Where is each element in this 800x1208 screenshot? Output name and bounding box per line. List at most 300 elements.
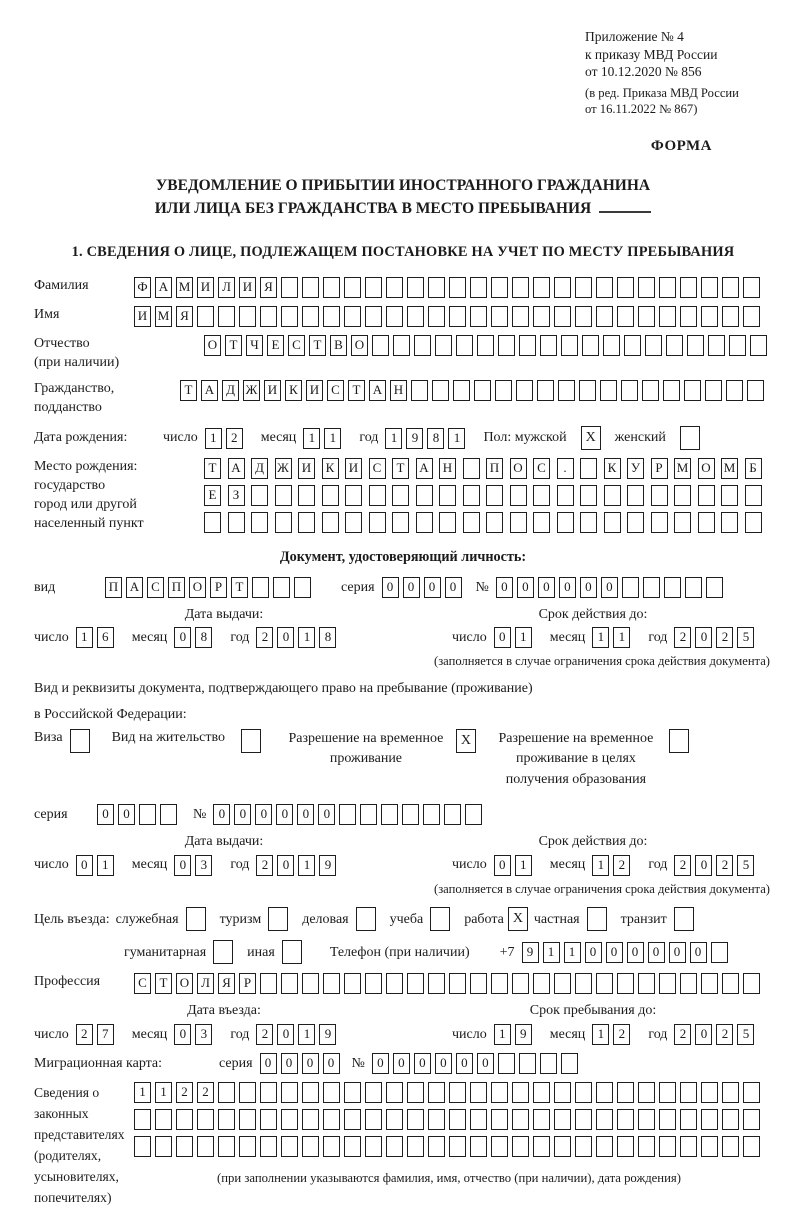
char-cell[interactable] (596, 973, 613, 994)
char-cell[interactable] (498, 1053, 515, 1074)
char-cell[interactable]: С (288, 335, 305, 356)
char-cell[interactable] (160, 804, 177, 825)
char-cell[interactable] (386, 277, 403, 298)
char-cell[interactable] (252, 577, 269, 598)
char-cell[interactable]: П (168, 577, 185, 598)
char-cell[interactable]: С (134, 973, 151, 994)
char-cell[interactable] (645, 335, 662, 356)
char-cell[interactable] (743, 1136, 760, 1157)
char-cell[interactable]: 0 (302, 1053, 319, 1074)
char-cell[interactable] (176, 1109, 193, 1130)
char-cell[interactable] (392, 512, 409, 533)
char-cell[interactable]: Я (260, 277, 277, 298)
char-cell[interactable]: 1 (303, 428, 320, 449)
char-cell[interactable]: М (176, 277, 193, 298)
char-cell[interactable] (491, 1109, 508, 1130)
char-cell[interactable] (239, 306, 256, 327)
char-cell[interactable] (414, 335, 431, 356)
char-cell[interactable] (680, 277, 697, 298)
char-cell[interactable] (197, 1136, 214, 1157)
char-cell[interactable]: 0 (627, 942, 644, 963)
char-cell[interactable] (722, 1082, 739, 1103)
char-cell[interactable] (533, 1082, 550, 1103)
char-cell[interactable] (463, 512, 480, 533)
char-cell[interactable] (575, 277, 592, 298)
char-cell[interactable] (498, 335, 515, 356)
char-cell[interactable]: 1 (298, 627, 315, 648)
char-cell[interactable] (470, 1109, 487, 1130)
char-cell[interactable]: 1 (592, 855, 609, 876)
char-cell[interactable]: Ж (275, 458, 292, 479)
char-cell[interactable]: 3 (195, 855, 212, 876)
char-cell[interactable] (470, 1136, 487, 1157)
char-cell[interactable]: О (351, 335, 368, 356)
char-cell[interactable]: К (322, 458, 339, 479)
char-cell[interactable] (281, 277, 298, 298)
char-cell[interactable] (197, 306, 214, 327)
char-cell[interactable] (204, 512, 221, 533)
char-cell[interactable]: Е (267, 335, 284, 356)
char-cell[interactable]: 1 (543, 942, 560, 963)
char-cell[interactable]: С (327, 380, 344, 401)
char-cell[interactable] (486, 485, 503, 506)
char-cell[interactable] (701, 1109, 718, 1130)
char-cell[interactable]: 9 (515, 1024, 532, 1045)
char-cell[interactable]: 0 (496, 577, 513, 598)
char-cell[interactable] (369, 512, 386, 533)
char-cell[interactable]: 0 (559, 577, 576, 598)
char-cell[interactable] (218, 1136, 235, 1157)
char-cell[interactable] (512, 973, 529, 994)
char-cell[interactable]: 0 (606, 942, 623, 963)
char-cell[interactable] (659, 973, 676, 994)
temp-residence-checkbox[interactable]: X (456, 729, 476, 753)
char-cell[interactable] (722, 306, 739, 327)
char-cell[interactable] (218, 1082, 235, 1103)
char-cell[interactable] (369, 485, 386, 506)
char-cell[interactable] (251, 512, 268, 533)
char-cell[interactable] (722, 1136, 739, 1157)
char-cell[interactable]: К (285, 380, 302, 401)
char-cell[interactable] (470, 306, 487, 327)
char-cell[interactable]: 0 (277, 855, 294, 876)
char-cell[interactable]: Т (180, 380, 197, 401)
char-cell[interactable] (604, 485, 621, 506)
char-cell[interactable] (512, 277, 529, 298)
char-cell[interactable] (674, 485, 691, 506)
char-cell[interactable] (533, 973, 550, 994)
char-cell[interactable] (260, 1136, 277, 1157)
char-cell[interactable]: 0 (281, 1053, 298, 1074)
char-cell[interactable]: А (126, 577, 143, 598)
char-cell[interactable] (323, 1136, 340, 1157)
char-cell[interactable]: П (486, 458, 503, 479)
char-cell[interactable]: 0 (601, 577, 618, 598)
char-cell[interactable] (344, 1082, 361, 1103)
char-cell[interactable] (575, 1082, 592, 1103)
char-cell[interactable]: Т (155, 973, 172, 994)
char-cell[interactable]: 1 (515, 627, 532, 648)
char-cell[interactable]: 1 (592, 1024, 609, 1045)
char-cell[interactable] (239, 1136, 256, 1157)
char-cell[interactable]: Е (204, 485, 221, 506)
char-cell[interactable]: 1 (298, 855, 315, 876)
char-cell[interactable] (218, 306, 235, 327)
char-cell[interactable] (701, 277, 718, 298)
char-cell[interactable]: 2 (674, 855, 691, 876)
char-cell[interactable] (638, 277, 655, 298)
char-cell[interactable] (386, 1109, 403, 1130)
char-cell[interactable]: 9 (319, 1024, 336, 1045)
char-cell[interactable] (365, 306, 382, 327)
char-cell[interactable]: Т (348, 380, 365, 401)
char-cell[interactable] (444, 804, 461, 825)
char-cell[interactable] (680, 1109, 697, 1130)
char-cell[interactable]: Р (210, 577, 227, 598)
char-cell[interactable]: 0 (690, 942, 707, 963)
char-cell[interactable]: 2 (716, 627, 733, 648)
char-cell[interactable] (617, 1082, 634, 1103)
char-cell[interactable]: 0 (276, 804, 293, 825)
char-cell[interactable]: 0 (435, 1053, 452, 1074)
char-cell[interactable]: 2 (76, 1024, 93, 1045)
char-cell[interactable] (344, 973, 361, 994)
char-cell[interactable] (365, 1109, 382, 1130)
char-cell[interactable] (260, 1109, 277, 1130)
char-cell[interactable] (729, 335, 746, 356)
char-cell[interactable] (281, 973, 298, 994)
char-cell[interactable]: 0 (323, 1053, 340, 1074)
char-cell[interactable] (743, 277, 760, 298)
char-cell[interactable] (540, 1053, 557, 1074)
char-cell[interactable] (638, 1082, 655, 1103)
char-cell[interactable]: 8 (195, 627, 212, 648)
char-cell[interactable]: И (345, 458, 362, 479)
char-cell[interactable] (449, 973, 466, 994)
char-cell[interactable]: 3 (195, 1024, 212, 1045)
char-cell[interactable] (407, 1109, 424, 1130)
char-cell[interactable]: 2 (256, 1024, 273, 1045)
char-cell[interactable] (486, 512, 503, 533)
char-cell[interactable]: 0 (585, 942, 602, 963)
char-cell[interactable]: 0 (477, 1053, 494, 1074)
char-cell[interactable] (745, 485, 762, 506)
char-cell[interactable] (680, 973, 697, 994)
char-cell[interactable] (659, 1109, 676, 1130)
char-cell[interactable]: 9 (406, 428, 423, 449)
char-cell[interactable] (705, 380, 722, 401)
char-cell[interactable] (659, 1136, 676, 1157)
char-cell[interactable] (638, 306, 655, 327)
char-cell[interactable] (554, 1082, 571, 1103)
char-cell[interactable]: 1 (324, 428, 341, 449)
char-cell[interactable] (281, 1109, 298, 1130)
char-cell[interactable] (579, 380, 596, 401)
char-cell[interactable] (580, 458, 597, 479)
char-cell[interactable] (281, 1082, 298, 1103)
purpose-rabota-checkbox[interactable]: X (508, 907, 528, 931)
char-cell[interactable] (463, 485, 480, 506)
char-cell[interactable] (197, 1109, 214, 1130)
purpose-gumanitarnaya-checkbox[interactable] (213, 940, 233, 964)
char-cell[interactable] (533, 1109, 550, 1130)
char-cell[interactable] (617, 306, 634, 327)
sex-male-checkbox[interactable]: X (581, 426, 601, 450)
char-cell[interactable] (428, 973, 445, 994)
char-cell[interactable] (554, 973, 571, 994)
char-cell[interactable]: О (510, 458, 527, 479)
char-cell[interactable] (638, 1136, 655, 1157)
char-cell[interactable]: 0 (277, 627, 294, 648)
char-cell[interactable] (428, 1082, 445, 1103)
char-cell[interactable] (617, 973, 634, 994)
char-cell[interactable] (470, 277, 487, 298)
char-cell[interactable]: Ф (134, 277, 151, 298)
char-cell[interactable]: И (298, 458, 315, 479)
char-cell[interactable] (477, 335, 494, 356)
char-cell[interactable]: 1 (448, 428, 465, 449)
char-cell[interactable] (596, 1136, 613, 1157)
char-cell[interactable] (604, 512, 621, 533)
char-cell[interactable] (651, 485, 668, 506)
char-cell[interactable]: 6 (97, 627, 114, 648)
char-cell[interactable] (701, 973, 718, 994)
char-cell[interactable] (260, 306, 277, 327)
char-cell[interactable] (449, 1136, 466, 1157)
char-cell[interactable] (580, 512, 597, 533)
char-cell[interactable] (680, 1082, 697, 1103)
char-cell[interactable]: 0 (97, 804, 114, 825)
char-cell[interactable] (687, 335, 704, 356)
char-cell[interactable]: 0 (372, 1053, 389, 1074)
purpose-chastnaya-checkbox[interactable] (587, 907, 607, 931)
char-cell[interactable] (516, 380, 533, 401)
char-cell[interactable] (533, 1136, 550, 1157)
char-cell[interactable] (275, 512, 292, 533)
char-cell[interactable]: 0 (538, 577, 555, 598)
char-cell[interactable] (386, 973, 403, 994)
char-cell[interactable] (218, 1109, 235, 1130)
char-cell[interactable] (416, 485, 433, 506)
char-cell[interactable] (554, 1136, 571, 1157)
char-cell[interactable]: 0 (260, 1053, 277, 1074)
char-cell[interactable] (228, 512, 245, 533)
char-cell[interactable]: А (155, 277, 172, 298)
char-cell[interactable] (134, 1109, 151, 1130)
char-cell[interactable]: Л (197, 973, 214, 994)
char-cell[interactable] (407, 306, 424, 327)
char-cell[interactable] (365, 277, 382, 298)
char-cell[interactable] (386, 1136, 403, 1157)
char-cell[interactable]: Т (392, 458, 409, 479)
char-cell[interactable]: 1 (515, 855, 532, 876)
char-cell[interactable] (239, 1109, 256, 1130)
char-cell[interactable] (680, 1136, 697, 1157)
char-cell[interactable]: 1 (592, 627, 609, 648)
char-cell[interactable]: 0 (695, 627, 712, 648)
char-cell[interactable]: . (557, 458, 574, 479)
char-cell[interactable] (706, 577, 723, 598)
char-cell[interactable] (302, 1109, 319, 1130)
char-cell[interactable] (643, 577, 660, 598)
char-cell[interactable] (663, 380, 680, 401)
char-cell[interactable] (491, 1082, 508, 1103)
char-cell[interactable] (580, 485, 597, 506)
char-cell[interactable] (402, 804, 419, 825)
purpose-ucheba-checkbox[interactable] (430, 907, 450, 931)
char-cell[interactable]: 0 (648, 942, 665, 963)
char-cell[interactable] (721, 512, 738, 533)
temp-residence-edu-checkbox[interactable] (669, 729, 689, 753)
char-cell[interactable]: 2 (226, 428, 243, 449)
char-cell[interactable]: 9 (319, 855, 336, 876)
char-cell[interactable]: Р (651, 458, 668, 479)
char-cell[interactable] (302, 306, 319, 327)
char-cell[interactable] (510, 512, 527, 533)
char-cell[interactable] (449, 277, 466, 298)
char-cell[interactable]: 1 (385, 428, 402, 449)
char-cell[interactable] (176, 1136, 193, 1157)
char-cell[interactable] (428, 306, 445, 327)
char-cell[interactable]: 0 (695, 1024, 712, 1045)
char-cell[interactable]: Р (239, 973, 256, 994)
char-cell[interactable] (512, 306, 529, 327)
char-cell[interactable]: О (189, 577, 206, 598)
char-cell[interactable]: 0 (494, 627, 511, 648)
char-cell[interactable]: Б (745, 458, 762, 479)
char-cell[interactable] (365, 1082, 382, 1103)
char-cell[interactable]: 1 (97, 855, 114, 876)
char-cell[interactable] (323, 277, 340, 298)
char-cell[interactable]: 2 (176, 1082, 193, 1103)
char-cell[interactable] (470, 973, 487, 994)
char-cell[interactable] (339, 804, 356, 825)
char-cell[interactable] (750, 335, 767, 356)
char-cell[interactable] (617, 1136, 634, 1157)
char-cell[interactable] (439, 512, 456, 533)
purpose-turizm-checkbox[interactable] (268, 907, 288, 931)
char-cell[interactable] (273, 577, 290, 598)
purpose-sluzhebnaya-checkbox[interactable] (186, 907, 206, 931)
char-cell[interactable]: 1 (205, 428, 222, 449)
char-cell[interactable] (512, 1082, 529, 1103)
char-cell[interactable] (239, 1082, 256, 1103)
char-cell[interactable] (624, 335, 641, 356)
char-cell[interactable] (533, 512, 550, 533)
char-cell[interactable]: 0 (118, 804, 135, 825)
char-cell[interactable] (428, 277, 445, 298)
char-cell[interactable] (344, 1109, 361, 1130)
char-cell[interactable]: 0 (445, 577, 462, 598)
char-cell[interactable]: А (369, 380, 386, 401)
char-cell[interactable] (449, 1109, 466, 1130)
char-cell[interactable] (512, 1136, 529, 1157)
char-cell[interactable]: Т (204, 458, 221, 479)
char-cell[interactable] (533, 485, 550, 506)
char-cell[interactable]: Я (218, 973, 235, 994)
char-cell[interactable] (558, 380, 575, 401)
char-cell[interactable]: 9 (522, 942, 539, 963)
char-cell[interactable]: А (201, 380, 218, 401)
char-cell[interactable] (432, 380, 449, 401)
char-cell[interactable] (463, 458, 480, 479)
char-cell[interactable]: 2 (674, 627, 691, 648)
char-cell[interactable]: 2 (256, 627, 273, 648)
char-cell[interactable] (698, 512, 715, 533)
char-cell[interactable] (512, 1109, 529, 1130)
char-cell[interactable] (701, 306, 718, 327)
char-cell[interactable]: 5 (737, 627, 754, 648)
char-cell[interactable]: 0 (174, 855, 191, 876)
char-cell[interactable] (344, 306, 361, 327)
char-cell[interactable]: О (176, 973, 193, 994)
char-cell[interactable] (298, 512, 315, 533)
char-cell[interactable] (722, 973, 739, 994)
char-cell[interactable] (557, 512, 574, 533)
char-cell[interactable] (345, 485, 362, 506)
char-cell[interactable]: 1 (298, 1024, 315, 1045)
char-cell[interactable]: 0 (414, 1053, 431, 1074)
char-cell[interactable] (323, 973, 340, 994)
char-cell[interactable] (260, 1082, 277, 1103)
char-cell[interactable]: 0 (669, 942, 686, 963)
char-cell[interactable]: 0 (517, 577, 534, 598)
char-cell[interactable] (465, 804, 482, 825)
char-cell[interactable]: П (105, 577, 122, 598)
char-cell[interactable] (743, 1109, 760, 1130)
char-cell[interactable] (722, 1109, 739, 1130)
char-cell[interactable] (365, 973, 382, 994)
char-cell[interactable]: 0 (424, 577, 441, 598)
char-cell[interactable] (302, 277, 319, 298)
char-cell[interactable]: Л (218, 277, 235, 298)
char-cell[interactable]: Т (231, 577, 248, 598)
char-cell[interactable] (449, 306, 466, 327)
char-cell[interactable] (372, 335, 389, 356)
char-cell[interactable] (711, 942, 728, 963)
char-cell[interactable] (664, 577, 681, 598)
char-cell[interactable] (617, 1109, 634, 1130)
char-cell[interactable] (302, 973, 319, 994)
char-cell[interactable] (386, 306, 403, 327)
char-cell[interactable] (721, 485, 738, 506)
char-cell[interactable] (519, 335, 536, 356)
char-cell[interactable] (701, 1136, 718, 1157)
char-cell[interactable] (275, 485, 292, 506)
char-cell[interactable]: Н (439, 458, 456, 479)
char-cell[interactable]: М (721, 458, 738, 479)
char-cell[interactable]: 0 (580, 577, 597, 598)
char-cell[interactable]: 0 (255, 804, 272, 825)
char-cell[interactable]: С (147, 577, 164, 598)
residence-permit-checkbox[interactable] (241, 729, 261, 753)
char-cell[interactable]: О (204, 335, 221, 356)
char-cell[interactable]: 1 (155, 1082, 172, 1103)
char-cell[interactable] (134, 1136, 151, 1157)
char-cell[interactable] (596, 277, 613, 298)
char-cell[interactable] (533, 277, 550, 298)
char-cell[interactable] (453, 380, 470, 401)
char-cell[interactable]: А (416, 458, 433, 479)
purpose-tranzit-checkbox[interactable] (674, 907, 694, 931)
char-cell[interactable] (294, 577, 311, 598)
char-cell[interactable] (381, 804, 398, 825)
char-cell[interactable]: 1 (613, 627, 630, 648)
char-cell[interactable]: 2 (674, 1024, 691, 1045)
char-cell[interactable] (411, 380, 428, 401)
char-cell[interactable] (491, 277, 508, 298)
char-cell[interactable] (510, 485, 527, 506)
